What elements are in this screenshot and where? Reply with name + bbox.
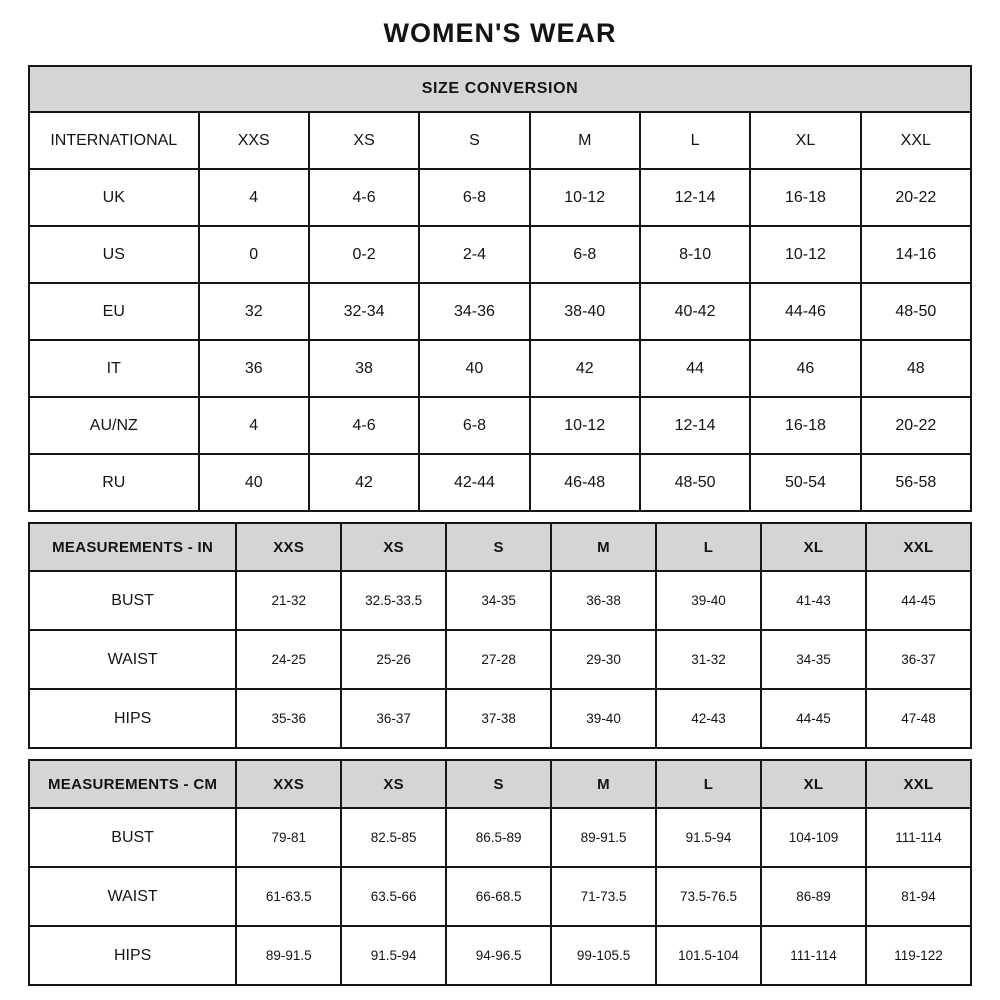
size-conversion-table [28,65,972,512]
column-header: XXL [866,523,971,571]
table-cell: 46-48 [530,454,640,511]
table-cell: S [419,112,529,169]
table-cell: 34-35 [446,571,551,630]
row-label: INTERNATIONAL [29,112,199,169]
table-cell: 50-54 [750,454,860,511]
row-label: WAIST [29,867,236,926]
table-cell: 46 [750,340,860,397]
table-row [29,226,971,283]
table-cell: 6-8 [530,226,640,283]
table-cell: 39-40 [656,571,761,630]
table-cell: 4-6 [309,169,419,226]
table-cell: L [640,112,750,169]
table-cell: 94-96.5 [446,926,551,985]
table-cell: 12-14 [640,169,750,226]
column-header: XS [341,523,446,571]
row-label: BUST [29,808,236,867]
table-cell: 47-48 [866,689,971,748]
table-row [29,926,971,985]
column-header: XXS [236,760,341,808]
table-cell: 20-22 [861,397,971,454]
table-cell: 99-105.5 [551,926,656,985]
table-cell: M [530,112,640,169]
table-cell: 41-43 [761,571,866,630]
table-row [29,808,971,867]
table-row [29,397,971,454]
table-cell: 79-81 [236,808,341,867]
column-header: L [656,523,761,571]
table-cell: 89-91.5 [551,808,656,867]
table-cell: 81-94 [866,867,971,926]
table-cell: 111-114 [761,926,866,985]
table-cell: 63.5-66 [341,867,446,926]
table-cell: 104-109 [761,808,866,867]
table-cell: XXS [199,112,309,169]
table-cell: 40 [199,454,309,511]
table-cell: XL [750,112,860,169]
table-cell: 34-36 [419,283,529,340]
table-cell: 10-12 [530,397,640,454]
table-cell: 21-32 [236,571,341,630]
table-row [29,340,971,397]
row-label: US [29,226,199,283]
table-cell: 34-35 [761,630,866,689]
table-cell: 20-22 [861,169,971,226]
column-header: XL [761,523,866,571]
table-cell: 10-12 [530,169,640,226]
table-cell: 4 [199,169,309,226]
row-label: RU [29,454,199,511]
row-label: IT [29,340,199,397]
table-cell: 24-25 [236,630,341,689]
page-title: WOMEN'S WEAR [383,18,617,48]
table-cell: 73.5-76.5 [656,867,761,926]
column-header: XS [341,760,446,808]
table-cell: 44-46 [750,283,860,340]
column-header: M [551,523,656,571]
measurements-cm-table [28,759,972,986]
table-cell: 29-30 [551,630,656,689]
table-cell: 6-8 [419,169,529,226]
table-cell: 38-40 [530,283,640,340]
table-cell: 44-45 [761,689,866,748]
table-cell: 0 [199,226,309,283]
row-label: AU/NZ [29,397,199,454]
column-header: XXL [866,760,971,808]
table-cell: 86-89 [761,867,866,926]
table-cell: 6-8 [419,397,529,454]
table-cell: 89-91.5 [236,926,341,985]
table-row [29,630,971,689]
table-cell: 42 [309,454,419,511]
table-cell: 101.5-104 [656,926,761,985]
table-row [29,867,971,926]
table-cell: 48-50 [861,283,971,340]
table-cell: 0-2 [309,226,419,283]
table-cell: 48 [861,340,971,397]
table-cell: 82.5-85 [341,808,446,867]
table-cell: 71-73.5 [551,867,656,926]
table-cell: 56-58 [861,454,971,511]
table-cell: 25-26 [341,630,446,689]
table-cell: 36-37 [866,630,971,689]
table-row [29,112,971,169]
table-cell: 39-40 [551,689,656,748]
column-header: MEASUREMENTS - IN [29,523,236,571]
table-cell: 42-43 [656,689,761,748]
table-header-row [29,760,971,808]
table-cell: 40 [419,340,529,397]
table-cell: 12-14 [640,397,750,454]
table-caption-row [29,66,971,112]
table-cell: 48-50 [640,454,750,511]
column-header: M [551,760,656,808]
table-cell: 8-10 [640,226,750,283]
table-cell: 36-37 [341,689,446,748]
column-header: MEASUREMENTS - CM [29,760,236,808]
table-cell: 4-6 [309,397,419,454]
table-cell: 91.5-94 [656,808,761,867]
table-cell: 36 [199,340,309,397]
column-header: S [446,523,551,571]
table-cell: 36-38 [551,571,656,630]
size-conversion-title: SIZE CONVERSION [29,66,971,112]
table-cell: 27-28 [446,630,551,689]
table-cell: 14-16 [861,226,971,283]
table-cell: 35-36 [236,689,341,748]
table-cell: 37-38 [446,689,551,748]
column-header: XL [761,760,866,808]
table-cell: 10-12 [750,226,860,283]
table-cell: 91.5-94 [341,926,446,985]
table-cell: 66-68.5 [446,867,551,926]
column-header: S [446,760,551,808]
row-label: EU [29,283,199,340]
table-header-row [29,523,971,571]
table-row [29,454,971,511]
table-cell: 40-42 [640,283,750,340]
table-cell: 61-63.5 [236,867,341,926]
table-cell: 44-45 [866,571,971,630]
table-cell: 32.5-33.5 [341,571,446,630]
row-label: HIPS [29,926,236,985]
table-row [29,571,971,630]
table-cell: 42-44 [419,454,529,511]
table-cell: 119-122 [866,926,971,985]
table-cell: 16-18 [750,169,860,226]
table-cell: 32 [199,283,309,340]
measurements-in-table [28,522,972,749]
column-header: L [656,760,761,808]
table-cell: XXL [861,112,971,169]
table-cell: 38 [309,340,419,397]
table-cell: 4 [199,397,309,454]
table-cell: 31-32 [656,630,761,689]
table-cell: 86.5-89 [446,808,551,867]
table-row [29,689,971,748]
table-cell: 111-114 [866,808,971,867]
column-header: XXS [236,523,341,571]
row-label: HIPS [29,689,236,748]
row-label: WAIST [29,630,236,689]
table-cell: 2-4 [419,226,529,283]
table-cell: 32-34 [309,283,419,340]
table-row [29,283,971,340]
table-cell: XS [309,112,419,169]
table-cell: 44 [640,340,750,397]
table-cell: 42 [530,340,640,397]
table-cell: 16-18 [750,397,860,454]
row-label: UK [29,169,199,226]
table-row [29,169,971,226]
row-label: BUST [29,571,236,630]
